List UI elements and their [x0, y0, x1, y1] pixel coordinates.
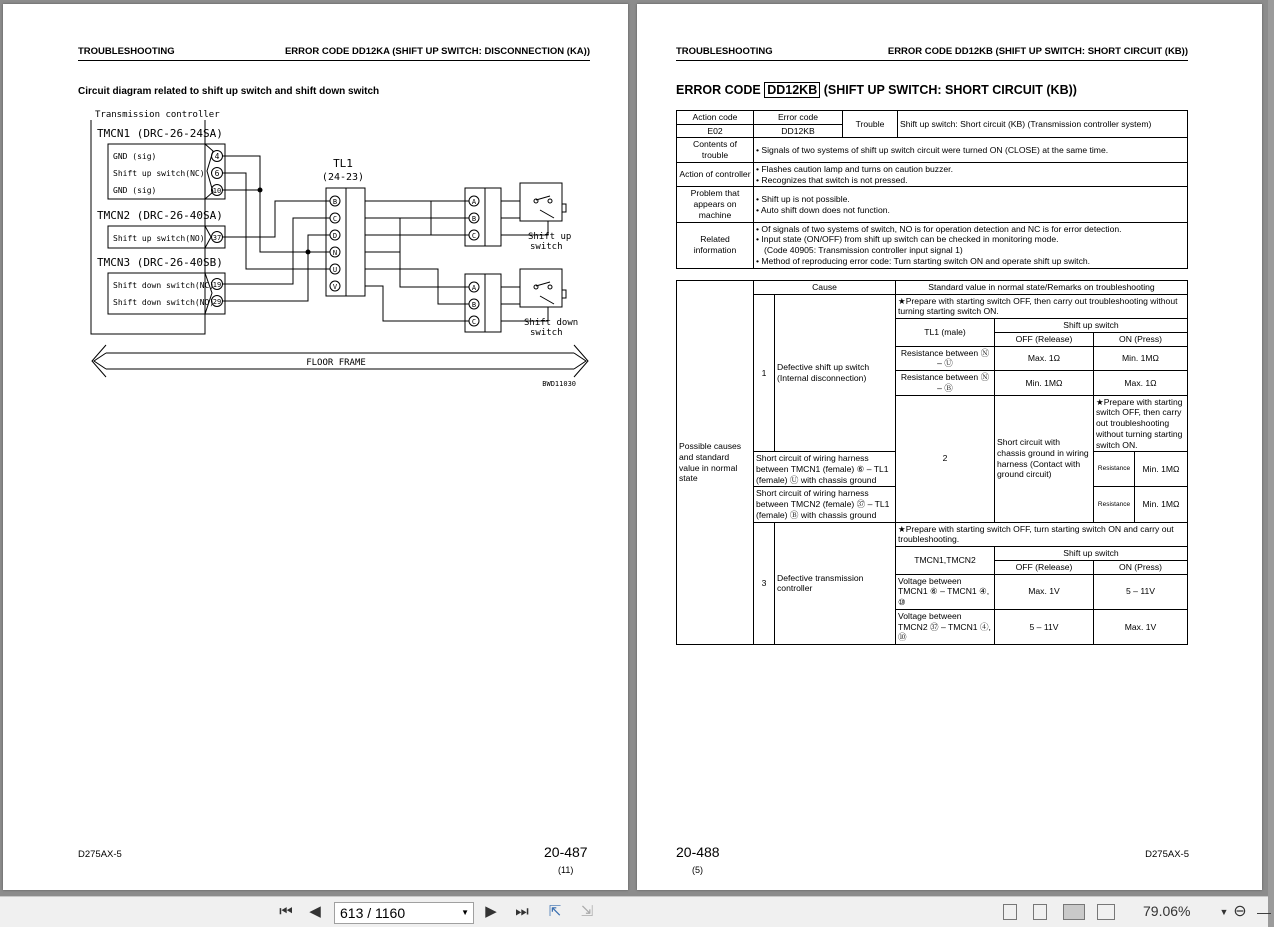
title-suffix: (SHIFT UP SWITCH: SHORT CIRCUIT (KB)) — [823, 83, 1077, 97]
action-value — [754, 162, 1188, 186]
cause-3-note: ★Prepare with starting switch OFF, turn starting switch ON and carry out troubleshooting. — [896, 522, 1188, 546]
viewer-toolbar — [0, 896, 1271, 927]
tl1-pin-u: U — [332, 266, 338, 274]
page-header — [78, 44, 590, 61]
shift-up-no-label: Shift up switch(NO) — [113, 234, 205, 243]
pin-6: 6 — [214, 169, 220, 178]
action-code-value: E02 — [677, 124, 754, 138]
tl1-pin-v: V — [332, 283, 338, 291]
causes-table — [676, 280, 1188, 645]
cause-3-text: Defective transmission controller — [775, 522, 896, 644]
cause-3-v1-off: Max. 1V — [995, 574, 1094, 609]
contents-header: Contents of trouble — [677, 138, 754, 162]
header-right: ERROR CODE DD12KB (SHIFT UP SWITCH: SHORT CIRCUIT (KB)) — [887, 46, 1188, 57]
next-page-icon[interactable]: ▶ — [485, 903, 497, 920]
two-page-continuous-view-icon[interactable] — [1097, 904, 1115, 920]
pin-4: 4 — [214, 152, 220, 161]
header-left: TROUBLESHOOTING — [78, 46, 175, 57]
shift-up-nc-label: Shift up switch(NC) — [113, 169, 205, 178]
cause-3-switch-header: Shift up switch — [995, 547, 1188, 561]
cause-2-number: 2 — [896, 395, 995, 522]
tl1-pins — [330, 196, 340, 291]
gnd2-label: GND (sig) — [113, 186, 157, 195]
page-sub-number: (11) — [558, 865, 574, 875]
cause-2-note: ★Prepare with starting switch OFF, then carry out troubleshooting without turning starting switch ON. — [1094, 395, 1188, 452]
swup-pin-a: A — [471, 198, 477, 206]
error-title — [676, 83, 1077, 97]
header-right: ERROR CODE DD12KA (SHIFT UP SWITCH: DISCONNECTION (KA)) — [284, 46, 590, 57]
cause-3-v1-on: 5 – 11V — [1094, 574, 1188, 609]
shift-down-label-1: Shift down — [524, 318, 579, 328]
std-header: Standard value in normal state/Remarks on troubleshooting — [896, 281, 1188, 295]
footer-model: D275AX-5 — [1145, 849, 1189, 860]
error-code-header: Error code — [754, 111, 843, 125]
cause-2-r1-label: Short circuit of wiring harness between TMCN1 (female) ⑥ – TL1 (female) Ⓤ with chassis ground — [754, 452, 896, 487]
shift-up-label-2: switch — [530, 242, 563, 252]
fit-page-icon[interactable]: ⇲ — [580, 903, 594, 920]
error-code-value: DD12KB — [754, 124, 843, 138]
cause-1-tl1: TL1 (male) — [896, 319, 995, 346]
first-page-icon[interactable]: ⏮ — [279, 903, 293, 920]
cause-2-r1-value: Min. 1MΩ — [1135, 452, 1188, 487]
action-line-1: • Flashes caution lamp and turns on caution buzzer. — [756, 163, 953, 174]
related-line-4: • Method of reproducing error code: Turn starting switch ON and operate shift up switch. — [756, 255, 1091, 266]
cause-2-text: Short circuit with chassis ground in wiring harness (Contact with ground circuit) — [995, 395, 1094, 522]
related-header: Related information — [677, 222, 754, 268]
cause-1-off-header: OFF (Release) — [995, 332, 1094, 346]
page-sub-number: (5) — [692, 865, 703, 875]
swup-pin-c: C — [471, 232, 477, 240]
action-code-header: Action code — [677, 111, 754, 125]
cause-1-r1-off: Max. 1Ω — [995, 346, 1094, 370]
shift-up-label-1: Shift up — [528, 232, 572, 242]
cause-2-r2-label: Short circuit of wiring harness between TMCN2 (female) ㊲ – TL1 (female) Ⓑ with chassis ground — [754, 487, 896, 522]
tl1-sub-label: (24-23) — [321, 172, 365, 183]
trouble-header: Trouble — [843, 111, 898, 138]
zoom-out-icon[interactable]: ⊖ — [1233, 903, 1247, 920]
trouble-value: Shift up switch: Short circuit (KB) (Transmission controller system) — [898, 111, 1188, 138]
floor-frame-label: FLOOR FRAME — [306, 358, 366, 368]
tmcn3-label: TMCN3 (DRC-26-40SB) — [97, 256, 223, 269]
cause-header: Cause — [754, 281, 896, 295]
title-prefix: ERROR CODE — [676, 83, 761, 97]
shift-down-label-2: switch — [530, 328, 563, 338]
left-page — [3, 4, 628, 890]
zoom-in-icon[interactable]: — — [1257, 904, 1271, 920]
related-value — [754, 222, 1188, 268]
tl1-pin-b: B — [332, 198, 338, 206]
diagram-title: Circuit diagram related to shift up switch and shift down switch — [78, 86, 380, 97]
cause-3-v2-off: 5 – 11V — [995, 609, 1094, 644]
swup-pin-b: B — [471, 215, 477, 223]
cause-1-r1-on: Min. 1MΩ — [1094, 346, 1188, 370]
pin-37: 37 — [212, 234, 222, 242]
cause-1-text: Defective shift up switch (Internal disconnection) — [775, 294, 896, 452]
swdn-pin-c: C — [471, 318, 477, 326]
continuous-view-icon[interactable] — [1033, 904, 1047, 920]
shift-down-nc-label: Shift down switch(NC) — [113, 281, 215, 290]
last-page-icon[interactable]: ⏭ — [515, 903, 529, 920]
chevron-down-icon[interactable]: ▼ — [461, 908, 469, 917]
tl1-pin-d: D — [332, 232, 338, 240]
tl1-pin-n: N — [332, 249, 338, 257]
cause-3-v1-label: Voltage between TMCN1 ⑥ – TMCN1 ④, ⑩ — [896, 574, 995, 609]
header-left: TROUBLESHOOTING — [676, 46, 773, 57]
cause-3-on-header: ON (Press) — [1094, 560, 1188, 574]
problem-header: Problem that appears on machine — [677, 187, 754, 222]
shift-down-no-label: Shift down switch(NO) — [113, 298, 215, 307]
page-number: 20-487 — [544, 844, 588, 860]
related-line-2: • Input state (ON/OFF) from shift up switch can be checked in monitoring mode. — [756, 234, 1059, 245]
cause-3-v2-on: Max. 1V — [1094, 609, 1188, 644]
info-table — [676, 110, 1188, 269]
cause-1-r1-label: Resistance between Ⓝ – Ⓤ — [896, 346, 995, 370]
zoom-dropdown-icon[interactable]: ▼ — [1219, 907, 1229, 917]
swdn-pin-b: B — [471, 301, 477, 309]
cause-2-r2-type: Resistance — [1094, 487, 1135, 522]
cause-3-off-header: OFF (Release) — [995, 560, 1094, 574]
action-line-2: • Recognizes that switch is not pressed. — [756, 174, 908, 185]
cause-3-number: 3 — [754, 522, 775, 644]
action-header: Action of controller — [677, 162, 754, 186]
problem-value — [754, 187, 1188, 222]
cause-2-r1-type: Resistance — [1094, 452, 1135, 487]
problem-line-1: • Shift up is not possible. — [756, 193, 850, 204]
footer-model: D275AX-5 — [78, 849, 122, 860]
page-number: 20-488 — [676, 844, 720, 860]
title-code: DD12KB — [764, 82, 820, 98]
page-indicator: 613 / 1160 — [340, 905, 406, 921]
related-line-3: (Code 40905: Transmission controller input signal 1) — [764, 245, 963, 256]
diagram-code: BWD11030 — [542, 380, 576, 388]
cause-1-r2-label: Resistance between Ⓝ – Ⓑ — [896, 371, 995, 395]
cause-2-r2-value: Min. 1MΩ — [1135, 487, 1188, 522]
right-page — [637, 4, 1262, 890]
tl1-pin-c: C — [332, 215, 338, 223]
zoom-level[interactable]: 79.06% — [1143, 903, 1191, 919]
causes-left-header: Possible causes and standard value in normal state — [677, 281, 754, 645]
swdn-pin-a: A — [471, 284, 477, 292]
pin-29: 29 — [212, 298, 222, 306]
cause-1-note: ★Prepare with starting switch OFF, then carry out troubleshooting without turning starting switch ON. — [896, 294, 1188, 318]
tmcn2-label: TMCN2 (DRC-26-40SA) — [97, 209, 223, 222]
two-page-view-icon[interactable] — [1063, 904, 1085, 920]
rotate-view-icon[interactable]: ⇱ — [548, 903, 562, 920]
cause-1-number: 1 — [754, 294, 775, 452]
contents-value: • Signals of two systems of shift up switch circuit were turned ON (CLOSE) at the same time. — [754, 138, 1188, 162]
cause-1-switch-header: Shift up switch — [995, 319, 1188, 333]
previous-page-icon[interactable]: ◀ — [309, 903, 321, 920]
page-header — [676, 44, 1188, 61]
cause-1-r2-off: Min. 1MΩ — [995, 371, 1094, 395]
page-number-input[interactable] — [334, 902, 474, 924]
controller-label: Transmission controller — [95, 110, 220, 120]
tmcn1-label: TMCN1 (DRC-26-24SA) — [97, 127, 223, 140]
gnd1-label: GND (sig) — [113, 152, 157, 161]
pin-10: 10 — [212, 187, 222, 195]
problem-line-2: • Auto shift down does not function. — [756, 204, 890, 215]
related-line-1: • Of signals of two systems of switch, NO is for operation detection and NC is for error detection. — [756, 223, 1122, 234]
circuit-diagram — [78, 106, 588, 391]
tl1-label: TL1 — [333, 157, 353, 170]
single-page-view-icon[interactable] — [1003, 904, 1017, 920]
cause-1-r2-on: Max. 1Ω — [1094, 371, 1188, 395]
cause-3-tmcn: TMCN1,TMCN2 — [896, 547, 995, 574]
pin-19: 19 — [212, 281, 222, 289]
cause-1-on-header: ON (Press) — [1094, 332, 1188, 346]
cause-3-v2-label: Voltage between TMCN2 ㊲ – TMCN1 ④, ⑩ — [896, 609, 995, 644]
